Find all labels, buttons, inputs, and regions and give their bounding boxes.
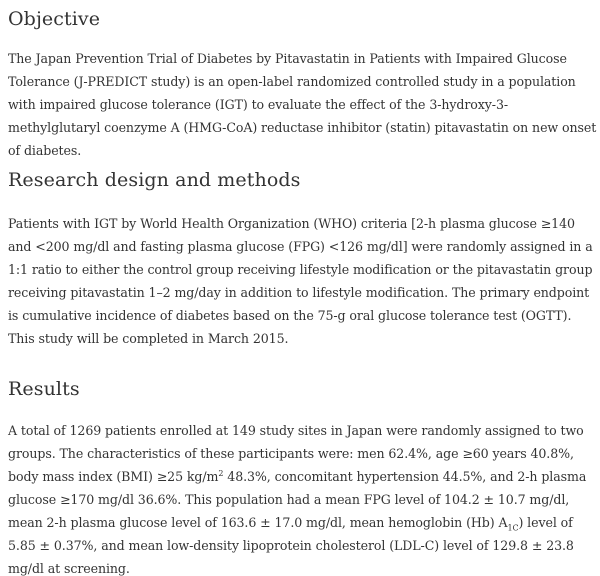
results-section-header: [8, 377, 598, 401]
results-superscript: 2: [218, 468, 224, 478]
methods-section-body: [8, 212, 598, 350]
methods-section-header: [8, 168, 598, 192]
methods-paragraph: Patients with IGT by World Health Organization (WHO) criteria [2-h plasma glucose ≥140 and <200 mg/dl and fasting plasma glucose (FPG) <126 mg/dl] were randomly assigned in a 1:1 ratio to either the control group receiving lifestyle modification or the pitavastatin group receiving pitavastatin 1–2 mg/day in addition to lifestyle modification. The primary endpoint is cumulative incidence of diabetes based on the 75-g oral glucose tolerance test (OGTT). This study will be completed in March 2015.: [8, 216, 593, 346]
objective-section-body: [8, 47, 598, 162]
results-text-part3: ) level of 5.85 ± 0.37%, and mean low-density lipoprotein cholesterol (LDL-C) level of 129.8 ± 23.8 mg/dl at screening.: [8, 515, 574, 576]
results-text-part1: A total of 1269 patients enrolled at 149 study sites in Japan were randomly assigned to two groups. The characteristics of these participants were: men 62.4%, age ≥60 years 40.8%, body mass index (BMI) ≥25 kg/m: [8, 423, 584, 484]
methods-heading: Research design and methods: [8, 169, 301, 191]
results-subscript: 1C: [507, 523, 519, 533]
results-paragraph: [8, 419, 598, 576]
results-heading: Results: [8, 378, 80, 400]
objective-section-header: [8, 7, 598, 31]
objective-paragraph: The Japan Prevention Trial of Diabetes by Pitavastatin in Patients with Impaired Glucose Tolerance (J-PREDICT study) is an open-label randomized controlled study in a population with impaired glucose tolerance (IGT) to evaluate the effect of the 3-hydroxy-3-methylglutaryl coenzyme A (HMG-CoA) reductase inhibitor (statin) pitavastatin on new onset of diabetes.: [8, 51, 597, 158]
objective-heading: Objective: [8, 8, 101, 30]
results-text-part2: 48.3%, concomitant hypertension 44.5%, and 2-h plasma glucose ≥170 mg/dl 36.6%. This population had a mean FPG level of 104.2 ± 10.7 mg/dl, mean 2-h plasma glucose level of 163.6 ± 17.0 mg/dl, mean hemoglobin (Hb) A: [8, 469, 587, 530]
results-section-body: [8, 419, 598, 576]
